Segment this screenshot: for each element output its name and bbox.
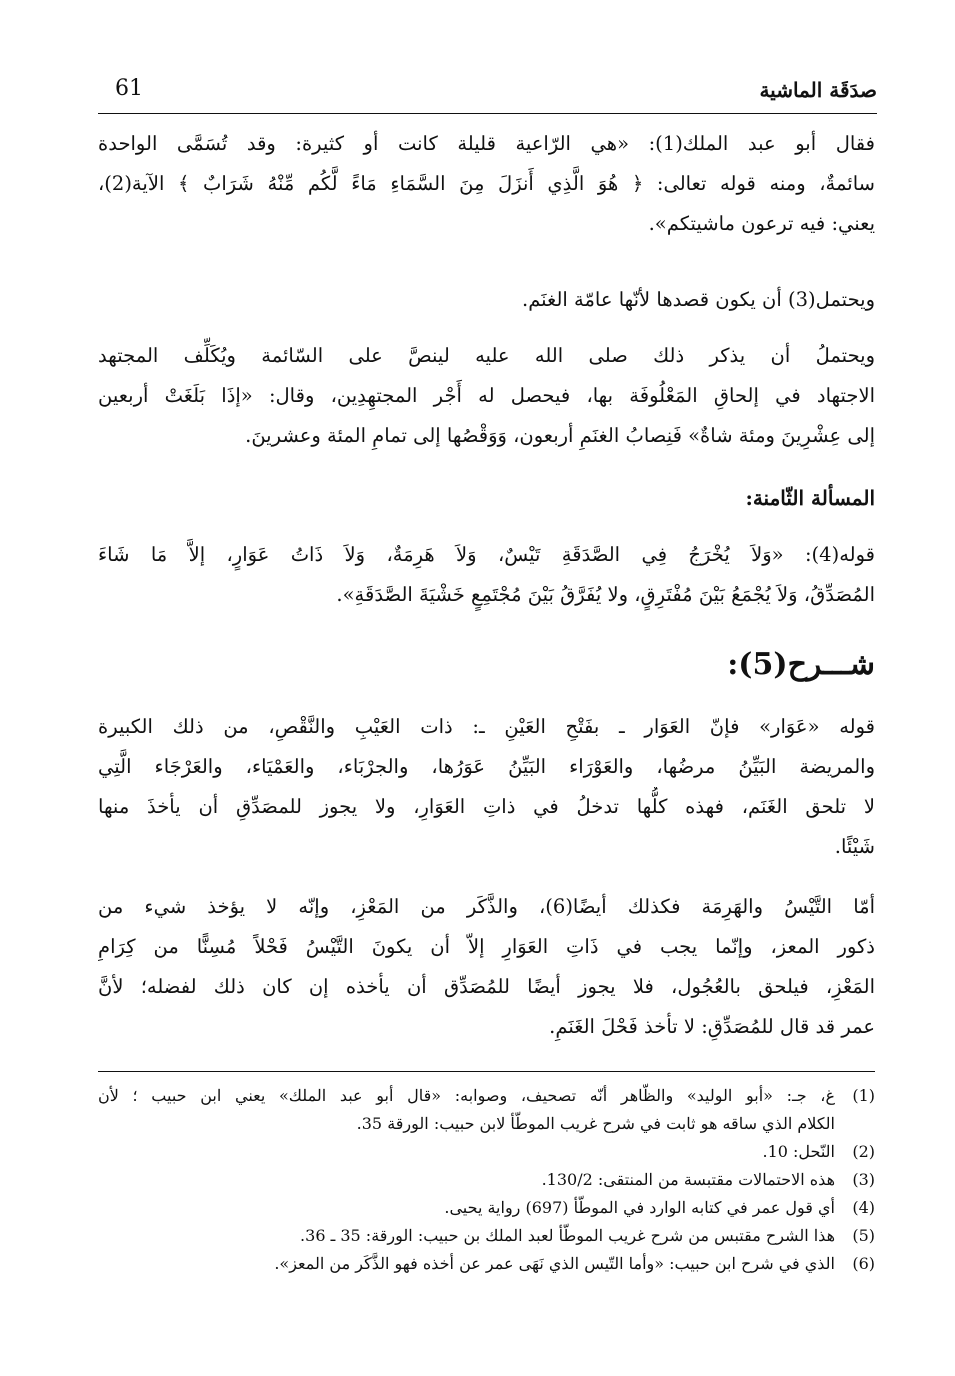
footnote-line: أي قول عمر في كتابه الوارد في الموطّأ (697) رواية يحيى. xyxy=(444,1198,835,1217)
text-line: ويحتملُ أن يذكر ذلك صلى الله عليه لينصَّ على السّائمة ويُكَلِّف المجتهد xyxy=(98,344,875,367)
footnote-line: هذا الشرح مقتبس من شرح غريب الموطّأ لعبد الملك بن حبيب: الورقة: 35 ـ 36. xyxy=(300,1226,835,1245)
text-line: قوله(4): «وَلاَ يُخْرَجُ فِي الصَّدَقَةِ تَيْسٌ، وَلاَ هَرِمَةٌ، وَلاَ ذَاتُ عَوَارٍ، إلاَّ مَا شَاءَ xyxy=(98,543,875,566)
footnote-line: الكلام الذي ساقه هو ثابت في شرح غريب الموطّأ لابن حبيب: الورقة 35. xyxy=(356,1114,835,1133)
text-line: يعني: فيه ترعون ماشيتكم». xyxy=(648,212,875,235)
paragraph-2 xyxy=(98,280,875,320)
footnote-2 xyxy=(98,1138,875,1166)
footnote-number: (2) xyxy=(852,1142,875,1161)
footnote-rule xyxy=(98,1071,875,1072)
paragraph-hadith xyxy=(98,535,875,615)
text-line: المَعْزِ، فيلحق بالعُجُول، فلا يجوز أيضًا للمُصَدِّق أن يأخذه إن كان ذلك لفضله؛ لأنَّ xyxy=(98,975,875,998)
text-line: إلى عِشْرِينَ ومئة شاةٌ» فَنِصابُ الغنَمِ أربعون، وَوَقْصُها إلى تمامِ المئة وعشرينَ. xyxy=(245,424,875,447)
text-line: فقال أبو عبد الملك(1): «هي الرّاعية قليلة كانت أو كثيرة: وقد تُسَمَّى الواحدة xyxy=(98,132,875,155)
footnote-number: (3) xyxy=(852,1170,875,1189)
footnote-line: النّحل: 10. xyxy=(762,1142,835,1161)
text-line: عمر قد قال للمُصَدِّقِ: لا تأخذ فَحْلَ الغَنَمِ. xyxy=(549,1015,875,1038)
text-line: الاجتهاد في إلحاقِ المَعْلُوفَة بها، فيحصل له أَجْر المجتهِدِين، وقال: «إذَا بَلَغَتْ أربعين xyxy=(98,384,875,407)
paragraph-1 xyxy=(98,124,875,244)
paragraph-5 xyxy=(98,707,875,867)
section-heading-sharh: شـــرح(5): xyxy=(727,647,875,682)
text-line: قوله «عَوَار» فإنّ العَوَار ـ بفَتْحِ العَيْنِ ـ: ذات العَيْبِ والنَّقْصِ، من ذلك الكبيرة xyxy=(98,715,875,738)
text-line: شَيْئًا. xyxy=(834,835,875,858)
page-number: 61 xyxy=(115,76,143,101)
text-line: أمّا التَّيْسُ والهَرِمَة فكذلك أيضًا(6)، والذَّكَر من المَعْزِ، وإنّه لا يؤخذ شيء من xyxy=(98,895,875,918)
footnote-text xyxy=(98,1138,835,1166)
section-heading-masala: المسألة الثّامنة: xyxy=(745,486,875,510)
footnote-1 xyxy=(98,1082,875,1138)
text-line: المُصَدِّقُ، وَلاَ يُجْمَعُ بَيْنَ مُفْتَرِقٍ، ولا يُفَرَّقُ بَيْنَ مُجْتَمِعٍ خَشْيَةَ الصَّدَقَةِ». xyxy=(336,583,875,606)
footnote-text xyxy=(98,1250,835,1278)
footnote-text xyxy=(98,1194,835,1222)
footnote-text xyxy=(98,1222,835,1250)
footnote-number: (4) xyxy=(852,1198,875,1217)
footnote-line: هذه الاحتمالات مقتبسة من المنتقى: 130/2. xyxy=(541,1170,835,1189)
text-line: ويحتمل(3) أن يكون قصدها لأنّها عامّة الغنَم. xyxy=(522,288,875,311)
paragraph-3 xyxy=(98,336,875,456)
footnote-number: (5) xyxy=(852,1226,875,1245)
footnote-6 xyxy=(98,1250,875,1278)
footnote-number: (6) xyxy=(852,1254,875,1273)
footnote-line: الذي في شرح ابن حبيب: «وأما التّيس الذي نَهَى عمر عن أخذه فهو الذَّكَر من المعز». xyxy=(274,1254,835,1273)
text-line: لا تلحق الغَنَم، فهذه كلُّها تدخلُ في ذاتِ العَوَارِ، ولا يجوز للمصَدِّقِ أن يأخذَ منها xyxy=(98,795,875,818)
footnote-number: (1) xyxy=(852,1086,875,1105)
footnote-3 xyxy=(98,1166,875,1194)
header-rule xyxy=(98,113,877,114)
text-line: ذكور المعز، وإنّما يجب في ذَاتِ العَوَارِ إلاّ أن يكونَ التَّيْسُ فَحْلاً مُسِنًّا من كِرَامِ xyxy=(98,935,875,958)
footnote-4 xyxy=(98,1194,875,1222)
footnote-5 xyxy=(98,1222,875,1250)
paragraph-6 xyxy=(98,887,875,1047)
footnote-line: غ، جـ: «أبو الوليد» والظّاهر أنّه تصحيف، وصوابه: «قال أبو عبد الملك» يعني ابن حبيب ؛ لأن xyxy=(98,1086,835,1105)
footnotes xyxy=(98,1082,875,1278)
footnote-text xyxy=(98,1082,835,1138)
running-header-title: صدَقَة الماشية xyxy=(759,78,877,102)
text-line: سائمةٌ، ومنه قوله تعالى: ﴿ هُوَ الَّذِي أَنزَلَ مِنَ السَّمَاءِ مَاءً لَّكُم مِّنْهُ شَرَابٌ ﴾ الآية(2)، xyxy=(98,172,875,195)
text-line: والمريضة البَيِّنُ مرضُها، والعَوْرَاء البَيِّنُ عَوَرُها، والجرْبَاء، والعَمْيَاء، والعَرْجَاء الَّتِي xyxy=(98,755,875,778)
footnote-text xyxy=(98,1166,835,1194)
